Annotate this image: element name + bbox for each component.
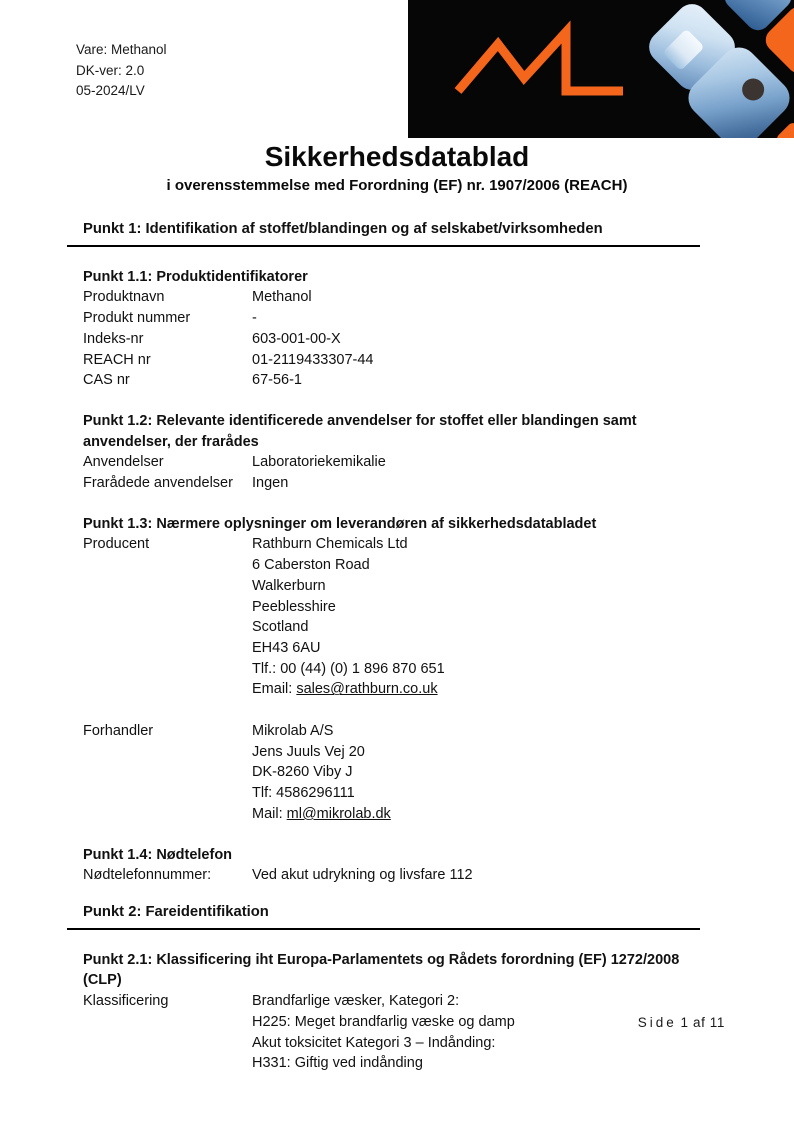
uses-table [67, 452, 700, 493]
page-number-footer [638, 1015, 725, 1030]
distributor-address [252, 721, 700, 825]
row-value: Ved akut udrykning og livsfare 112 [252, 867, 473, 884]
row-value: Ingen [252, 475, 289, 492]
table-row [83, 350, 700, 371]
footer-page-info: 1 af 11 [680, 1015, 725, 1030]
classification-line: H331: Giftig ved indånding [252, 1055, 423, 1072]
section-2-heading: Punkt 2: Fareidentifikation [67, 902, 700, 930]
meta-product: Vare: Methanol [76, 42, 167, 57]
row-value: 603-001-00-X [252, 330, 341, 347]
address-line: Tlf.: 00 (44) (0) 1 896 870 651 [252, 660, 445, 677]
table-row [83, 370, 700, 391]
email-prefix: Mail: [252, 805, 287, 822]
document-body [67, 219, 700, 1074]
address-line: Peeblesshire [252, 598, 336, 615]
table-row [83, 308, 700, 329]
classification-line: H225: Meget brandfarlig væske og damp [252, 1013, 515, 1030]
address-line: Walkerburn [252, 577, 326, 594]
row-value: Methanol [252, 289, 312, 306]
classification-block [67, 991, 700, 1074]
row-label: Produktnavn [83, 289, 165, 306]
address-line: 6 Caberston Road [252, 557, 370, 574]
row-label: Produkt nummer [83, 310, 191, 327]
row-label: Klassificering [83, 993, 169, 1010]
table-row [83, 452, 700, 473]
row-value: - [252, 310, 257, 327]
page-title: Sikkerhedsdatablad [264, 141, 530, 172]
row-label: Anvendelser [83, 454, 164, 471]
row-label: Producent [83, 536, 150, 553]
section-1-1-heading: Punkt 1.1: Produktidentifikatorer [83, 268, 308, 285]
distributor-email-link[interactable]: ml@mikrolab.dk [286, 805, 391, 822]
row-label: REACH nr [83, 351, 151, 368]
address-line [252, 804, 700, 825]
table-row [83, 329, 700, 350]
address-line: DK-8260 Viby J [252, 764, 353, 781]
product-identifiers-table [67, 287, 700, 391]
address-line: Rathburn Chemicals Ltd [252, 536, 408, 553]
manufacturer-address [252, 534, 700, 700]
address-line: Jens Juuls Vej 20 [252, 743, 365, 760]
section-1-2-heading: Punkt 1.2: Relevante identificerede anvendelser for stoffet eller blandingen samt anvendelser, der frarådes [83, 412, 637, 450]
address-line [252, 679, 700, 700]
table-row [83, 473, 700, 494]
section-1-4-heading: Punkt 1.4: Nødtelefon [83, 846, 233, 863]
row-label: Indeks-nr [83, 330, 144, 347]
distributor-block [67, 721, 700, 825]
table-row [83, 287, 700, 308]
manufacturer-email-link[interactable]: sales@rathburn.co.uk [296, 681, 438, 698]
classification-lines [252, 991, 700, 1074]
page-subtitle: i overensstemmelse med Forordning (EF) nr. 1907/2006 (REACH) [166, 177, 628, 194]
row-value: Laboratoriekemikalie [252, 454, 386, 471]
document-meta [76, 40, 167, 102]
address-line: Scotland [252, 619, 309, 636]
classification-line: Akut toksicitet Kategori 3 – Indånding: [252, 1034, 496, 1051]
email-prefix: Email: [252, 681, 297, 698]
section-2-1-heading: Punkt 2.1: Klassificering iht Europa-Parlamentets og Rådets forordning (EF) 1272/2008 (CLP) [83, 951, 680, 989]
meta-version: DK-ver: 2.0 [76, 62, 145, 78]
section-1-heading: Punkt 1: Identifikation af stoffet/blandingen og af selskabet/virksomheden [67, 219, 700, 247]
meta-date: 05-2024/LV [76, 83, 145, 98]
address-line: Tlf: 4586296111 [252, 785, 355, 802]
table-row [83, 865, 700, 886]
row-label: Forhandler [83, 723, 154, 740]
address-line: EH43 6AU [252, 639, 321, 656]
row-value: 01-2119433307-44 [252, 351, 374, 368]
row-label: CAS nr [83, 372, 130, 389]
section-1-3-heading: Punkt 1.3: Nærmere oplysninger om leverandøren af sikkerhedsdatabladet [83, 515, 597, 532]
manufacturer-block [67, 534, 700, 700]
row-value: 67-56-1 [252, 372, 302, 389]
emergency-phone-table [67, 865, 700, 886]
row-label: Nødtelefonnummer: [83, 867, 212, 884]
row-label: Frarådede anvendelser [83, 475, 233, 492]
classification-line: Brandfarlige væsker, Kategori 2: [252, 993, 460, 1010]
mikrolab-logo-banner [408, 0, 794, 138]
address-line: Mikrolab A/S [252, 723, 334, 740]
footer-side-label: Side [637, 1015, 677, 1030]
